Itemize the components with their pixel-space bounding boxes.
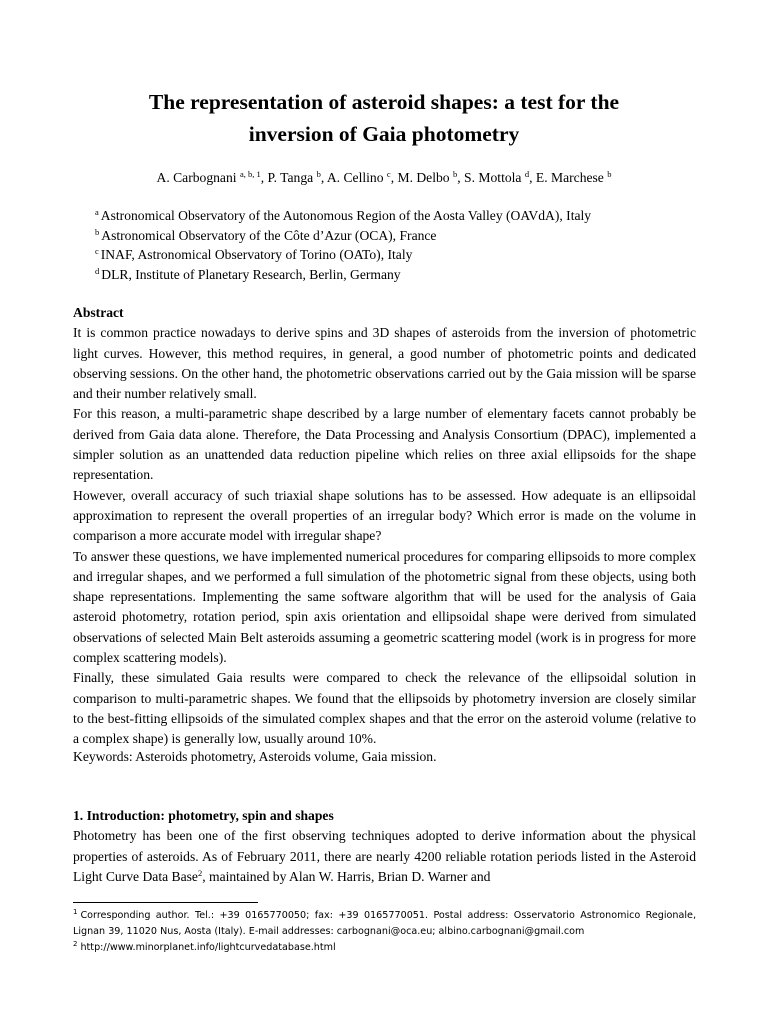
footnote-link[interactable]: http://www.minorplanet.info/lightcurvedatabase.html <box>80 942 336 953</box>
abstract-paragraph: However, overall accuracy of such triaxial shape solutions has to be assessed. How adequate is an ellipsoidal approximation to represent the overall properties of an irregular body? Which error is made on the volume in comparison a more accurate model with irregular shape? <box>73 487 696 544</box>
author: E. Marchese $^b$ <box>535 169 612 185</box>
author: A. Carbognani $^{a, b, 1}$, <box>156 169 268 185</box>
footnote: $^2$ http://www.minorplanet.info/lightcurvedatabase.html <box>73 940 336 953</box>
author-affiliation-mark: a, b, 1 <box>239 169 261 179</box>
author-affiliation-mark: c <box>386 169 391 179</box>
abstract-paragraph: Finally, these simulated Gaia results were compared to check the relevance of the ellipsoidal solution in comparison to multi-parametric shapes. We found that the ellipsoids by photometry inversion are closely similar to the best-fitting ellipsoids of the simulated complex shapes and that the error on the asteroid volume (relative to a complex shape) is generally low, usually around 10%. <box>73 670 696 747</box>
abstract-paragraph: It is common practice nowadays to derive spins and 3D shapes of asteroids from the inversion of photometric light curves. However, this method requires, in general, a good number of photometric points and dedicated observing sessions. On the other hand, the photometric observations carried out by the Gaia mission will be sparse and their number relatively small. <box>73 325 696 402</box>
keywords-section <box>73 747 696 767</box>
abstract-paragraph: To answer these questions, we have implemented numerical procedures for comparing ellipsoids to more complex and irregular shapes, and we performed a full simulation of the photometric signal from these objects, using both shape representations. Implementing the same software algorithm that will be used for the analysis of Gaia asteroid photometry, rotation period, spin axis orientation and ellipsoidal shape were derived from simulated observations of selected Main Belt asteroids assuming a geometric scattering model (work is in progress for more complex scattering models). <box>73 548 696 666</box>
introduction-section <box>73 806 696 887</box>
affiliation-list <box>95 206 695 284</box>
author-affiliation-mark: b <box>607 169 612 179</box>
author-affiliation-mark: b <box>316 169 321 179</box>
footnote: $^1$ Corresponding author. Tel.: +39 0165770050; fax: +39 0165770051. Postal address: Osservatorio Astronomico Regionale, Lignan 39, 11020 Nus, Aosta (Italy). E-mail addresses: carbognani@oca.eu; albino.carbognani@gmail.com <box>73 908 696 937</box>
footnote-divider <box>73 902 258 903</box>
section-heading: 1. Introduction: photometry, spin and shapes <box>73 808 334 823</box>
affiliation: $^c$ INAF, Astronomical Observatory of Torino (OATo), Italy <box>95 246 413 262</box>
title-line-1: The representation of asteroid shapes: a test for the <box>148 90 620 114</box>
title-line-2: inversion of Gaia photometry <box>248 122 520 146</box>
author: M. Delbo $^b$, <box>397 169 465 185</box>
author: S. Mottola $^d$, <box>464 169 536 185</box>
author: P. Tanga $^b$, <box>267 169 327 185</box>
author: A. Cellino $^c$, <box>326 169 398 185</box>
abstract-paragraph: For this reason, a multi-parametric shape described by a large number of elementary facets cannot probably be derived from Gaia data alone. Therefore, the Data Processing and Analysis Consortium (DPAC), implemented a simpler solution as an unattended data reduction pipeline which relies on three axial ellipsoids for the shape representation. <box>73 406 696 483</box>
author-list <box>74 169 694 187</box>
author-affiliation-mark: b <box>453 169 458 179</box>
author-affiliation-mark: d <box>524 169 530 179</box>
abstract-section <box>73 303 696 750</box>
footnotes <box>73 908 696 956</box>
section-paragraph: Photometry has been one of the first observing techniques adopted to derive information about the physical properties of asteroids. As of February 2011, there are nearly 4200 reliable rotation periods listed in the Asteroid Light Curve Data Base$^2$, maintained by Alan W. Harris, Brian D. Warner and <box>73 828 696 884</box>
abstract-heading: Abstract <box>73 305 124 320</box>
paper-title <box>74 86 694 150</box>
affiliation: $^b$ Astronomical Observatory of the Côte d’Azur (OCA), France <box>95 226 437 243</box>
affiliation: $^d$ DLR, Institute of Planetary Research, Berlin, Germany <box>95 265 401 282</box>
footnote-reference[interactable]: 2 <box>197 867 203 878</box>
keywords: Keywords: Asteroids photometry, Asteroids volume, Gaia mission. <box>73 749 437 764</box>
affiliation: $^a$ Astronomical Observatory of the Autonomous Region of the Aosta Valley (OAVdA), Italy <box>95 207 592 223</box>
